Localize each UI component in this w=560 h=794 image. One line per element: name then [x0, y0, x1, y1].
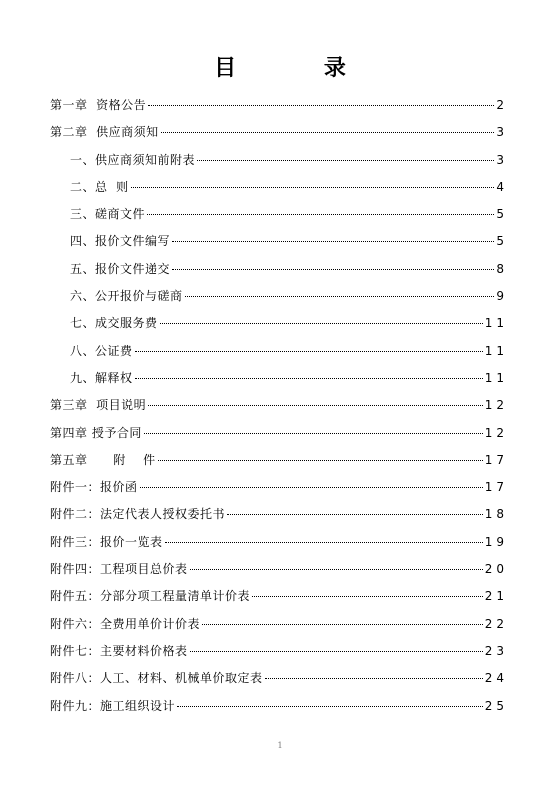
- toc-entry-label: 八、公证费: [70, 343, 133, 358]
- toc-entry[interactable]: [50, 420, 508, 447]
- toc-entry-label: 附件八：人工、材料、机械单价取定表: [50, 671, 263, 686]
- toc-entry[interactable]: [50, 201, 508, 228]
- toc-entry-page: 4: [496, 179, 508, 194]
- toc-entry-label: 附件五：分部分项工程量清单计价表: [50, 589, 251, 604]
- toc-entry-label: 四、报价文件编写: [70, 234, 171, 249]
- toc-entry-label: 附件一：报价函: [50, 480, 138, 495]
- toc-entry[interactable]: [50, 447, 508, 474]
- toc-entry[interactable]: [50, 501, 508, 528]
- toc-entry[interactable]: [50, 665, 508, 692]
- toc-entry-label: 三、磋商文件: [70, 207, 146, 222]
- dot-leader: [148, 405, 483, 406]
- dot-leader: [161, 132, 495, 133]
- toc-entry-page: 19: [484, 534, 508, 549]
- toc-entry[interactable]: [50, 174, 508, 201]
- toc-entry-label: 七、成交服务费: [70, 316, 158, 331]
- toc-entry[interactable]: [50, 583, 508, 610]
- toc-entry-label: 第三章 项目说明: [50, 398, 147, 413]
- toc-entry-label: 五、报价文件递交: [70, 261, 171, 276]
- toc-title: 目 录: [214, 56, 386, 81]
- toc-entry-page: 18: [484, 507, 508, 522]
- dot-leader: [190, 651, 483, 652]
- toc-entry-label: 第二章 供应商须知: [50, 125, 159, 140]
- toc-entry[interactable]: [50, 310, 508, 337]
- toc-entry-page: 8: [496, 261, 508, 276]
- dot-leader: [197, 160, 494, 161]
- dot-leader: [160, 323, 483, 324]
- toc-entry[interactable]: [50, 119, 508, 146]
- toc-entry-page: 17: [484, 452, 508, 467]
- toc-entry-label: 第一章 资格公告: [50, 98, 147, 112]
- toc-entry[interactable]: [50, 283, 508, 310]
- dot-leader: [265, 678, 483, 679]
- toc-entry[interactable]: [50, 392, 508, 419]
- toc-entry-page: 5: [496, 234, 508, 249]
- toc-entry-page: 12: [484, 398, 508, 413]
- dot-leader: [177, 706, 483, 707]
- dot-leader: [147, 214, 494, 215]
- toc-entry-page: 12: [484, 425, 508, 440]
- toc-entry-label: 附件二：法定代表人授权委托书: [50, 507, 226, 522]
- toc-entry-page: 9: [496, 289, 508, 304]
- toc-entry-page: 5: [496, 207, 508, 222]
- toc-entry-page: 11: [484, 316, 508, 331]
- toc-entry-label: 一、供应商须知前附表: [70, 152, 196, 167]
- toc-entry-label: 六、公开报价与磋商: [70, 289, 183, 304]
- toc-entry[interactable]: [50, 338, 508, 365]
- toc-entry-page: 3: [496, 125, 508, 140]
- dot-leader: [202, 624, 483, 625]
- toc-entry-page: 11: [484, 370, 508, 385]
- toc-entry-page: 3: [496, 152, 508, 167]
- toc-entry-label: 附件四：工程项目总价表: [50, 562, 188, 577]
- toc-entry-page: 2: [496, 98, 508, 112]
- dot-leader: [135, 378, 483, 379]
- dot-leader: [227, 514, 483, 515]
- toc-entry-page: 20: [484, 562, 508, 577]
- toc-entry-label: 附件六：全费用单价计价表: [50, 616, 201, 631]
- toc-entry-page: 23: [484, 643, 508, 658]
- toc-entry-label: 九、解释权: [70, 370, 133, 385]
- dot-leader: [185, 296, 495, 297]
- toc-entry[interactable]: [50, 147, 508, 174]
- toc-entry[interactable]: [50, 529, 508, 556]
- toc-entry[interactable]: [50, 228, 508, 255]
- toc-entry[interactable]: [50, 256, 508, 283]
- toc-entry-label: 附件九：施工组织设计: [50, 698, 176, 713]
- toc-entry[interactable]: [50, 638, 508, 665]
- toc-entry[interactable]: [50, 611, 508, 638]
- dot-leader: [148, 105, 494, 106]
- dot-leader: [172, 241, 494, 242]
- toc-entry[interactable]: [50, 365, 508, 392]
- toc-entry-label: 附件七：主要材料价格表: [50, 643, 188, 658]
- dot-leader: [131, 187, 495, 188]
- toc-entry[interactable]: [50, 693, 508, 720]
- dot-leader: [172, 269, 494, 270]
- page-number: 1: [277, 741, 283, 750]
- toc-entry-label: 第五章 附 件: [50, 452, 156, 467]
- toc-entry[interactable]: [50, 556, 508, 583]
- toc-entry-label: 二、总 则: [70, 179, 129, 194]
- toc-entry-page: 17: [484, 480, 508, 495]
- toc-entry-label: 第四章 授予合同: [50, 425, 142, 440]
- dot-leader: [140, 487, 483, 488]
- toc-entry-page: 22: [484, 616, 508, 631]
- toc-entry-page: 24: [484, 671, 508, 686]
- toc-entry[interactable]: [50, 474, 508, 501]
- table-of-contents: [50, 92, 508, 720]
- dot-leader: [190, 569, 483, 570]
- toc-entry-label: 附件三：报价一览表: [50, 534, 163, 549]
- dot-leader: [144, 433, 483, 434]
- dot-leader: [165, 542, 483, 543]
- toc-entry-page: 11: [484, 343, 508, 358]
- toc-entry-page: 21: [484, 589, 508, 604]
- dot-leader: [158, 460, 483, 461]
- toc-entry[interactable]: [50, 92, 508, 119]
- dot-leader: [252, 596, 483, 597]
- dot-leader: [135, 351, 483, 352]
- toc-entry-page: 25: [484, 698, 508, 713]
